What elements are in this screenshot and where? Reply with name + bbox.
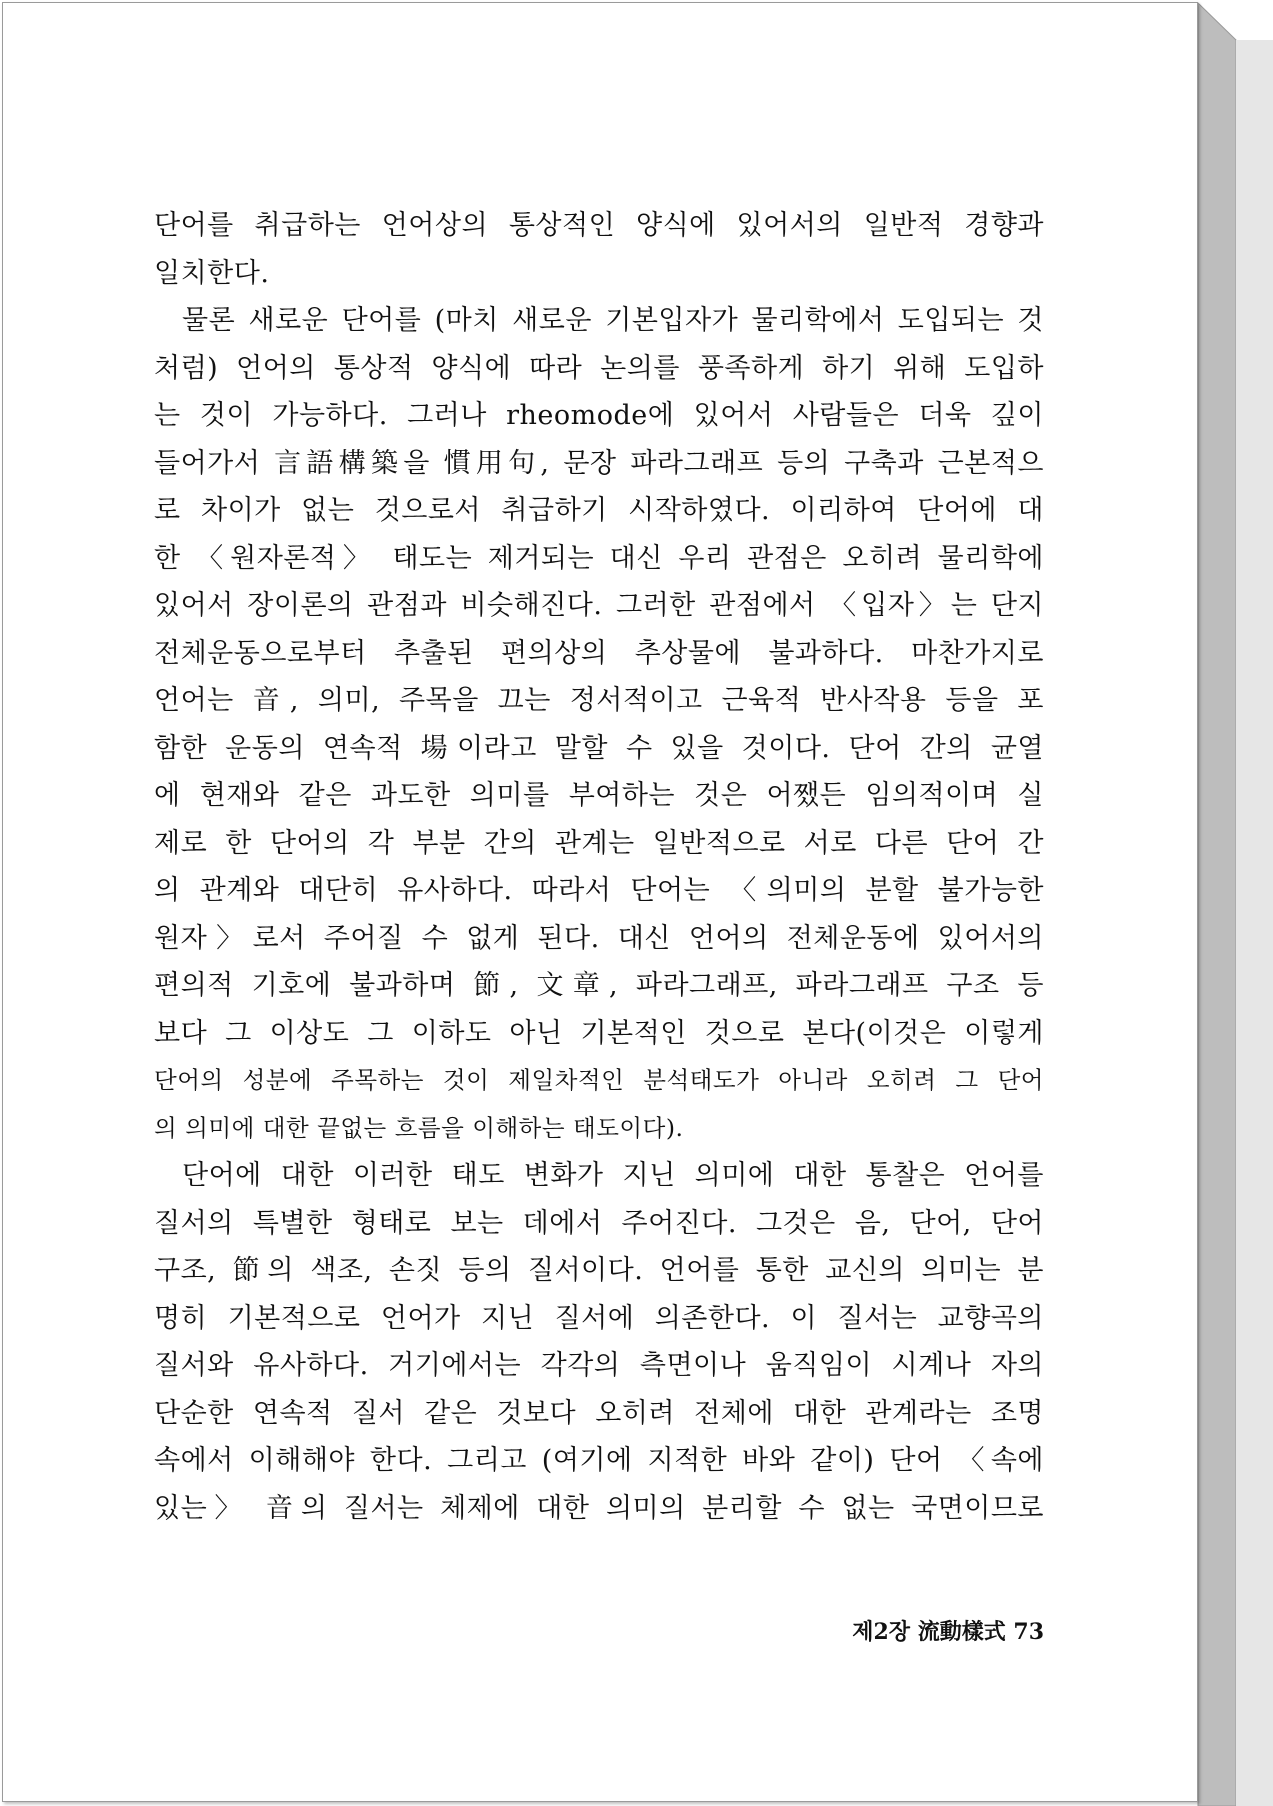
text-line: 처럼) 언어의 통상적 양식에 따라 논의를 풍족하게 하기 위해 도입하 — [154, 352, 1044, 384]
text-line: 함한 운동의 연속적 場이라고 말할 수 있을 것이다. 단어 간의 균열 — [154, 732, 1044, 764]
text-line: 에 현재와 같은 과도한 의미를 부여하는 것은 어쨌든 임의적이며 실 — [154, 780, 1044, 811]
text-line: 단어의 성분에 주목하는 것이 제일차적인 분석태도가 아니라 오히려 그 단어 — [154, 1066, 1044, 1094]
text-line: 있는〉 音의 질서는 체제에 대한 의미의 분리할 수 없는 국면이므로 — [154, 1492, 1044, 1524]
text-line: 의 관계와 대단히 유사하다. 따라서 단어는 〈의미의 분할 불가능한 — [154, 875, 1044, 906]
text-line: 전체운동으로부터 추출된 편의상의 추상물에 불과하다. 마찬가지로 — [154, 637, 1044, 669]
text-line: 명히 기본적으로 언어가 지닌 질서에 의존한다. 이 질서는 교향곡의 — [154, 1302, 1044, 1334]
text-line: 질서와 유사하다. 거기에서는 각각의 측면이나 움직임이 시계나 자의 — [154, 1350, 1044, 1381]
text-line: 속에서 이해해야 한다. 그리고 (여기에 지적한 바와 같이) 단어 〈속에 — [154, 1445, 1044, 1476]
text-line: 들어가서 言語構築을 慣用句, 문장 파라그래프 등의 구축과 근본적으 — [154, 447, 1044, 479]
text-line: 편의적 기호에 불과하며 節, 文章, 파라그래프, 파라그래프 구조 등 — [154, 970, 1044, 1001]
text-line: 언어는 音, 의미, 주목을 끄는 정서적이고 근육적 반사작용 등을 포 — [154, 685, 1044, 716]
text-line: 보다 그 이상도 그 이하도 아닌 기본적인 것으로 본다(이것은 이렇게 — [154, 1017, 1044, 1049]
text-line: 의 의미에 대한 끝없는 흐름을 이해하는 태도이다). — [154, 1113, 684, 1142]
page-body-text — [154, 202, 1044, 1532]
text-line: 단어를 취급하는 언어상의 통상적인 양식에 있어서의 일반적 경향과 — [154, 210, 1044, 241]
text-line: 한 〈원자론적〉 태도는 제거되는 대신 우리 관점은 오히려 물리학에 — [154, 542, 1044, 574]
text-line: 질서의 특별한 형태로 보는 데에서 주어진다. 그것은 음, 단어, 단어 — [154, 1207, 1044, 1239]
text-line: 단순한 연속적 질서 같은 것보다 오히려 전체에 대한 관계라는 조명 — [154, 1397, 1044, 1429]
text-line: 있어서 장이론의 관점과 비슷해진다. 그러한 관점에서 〈입자〉는 단지 — [154, 590, 1044, 621]
text-line: 물론 새로운 단어를 (마치 새로운 기본입자가 물리학에서 도입되는 것 — [182, 305, 1044, 336]
page-footer: 제2장 流動樣式 73 — [852, 1619, 1044, 1645]
text-line: 제로 한 단어의 각 부분 간의 관계는 일반적으로 서로 다른 단어 간 — [154, 827, 1044, 859]
text-line: 로 차이가 없는 것으로서 취급하기 시작하였다. 이리하여 단어에 대 — [154, 495, 1044, 526]
text-line: 단어에 대한 이러한 태도 변화가 지닌 의미에 대한 통찰은 언어를 — [182, 1160, 1044, 1191]
text-line: 원자〉로서 주어질 수 없게 된다. 대신 언어의 전체운동에 있어서의 — [154, 922, 1044, 954]
text-line: 일치한다. — [154, 257, 270, 289]
text-line: 구조, 節의 색조, 손짓 등의 질서이다. 언어를 통한 교신의 의미는 분 — [154, 1255, 1044, 1286]
text-line: 는 것이 가능하다. 그러나 rheomode에 있어서 사람들은 더욱 깊이 — [154, 400, 1044, 431]
